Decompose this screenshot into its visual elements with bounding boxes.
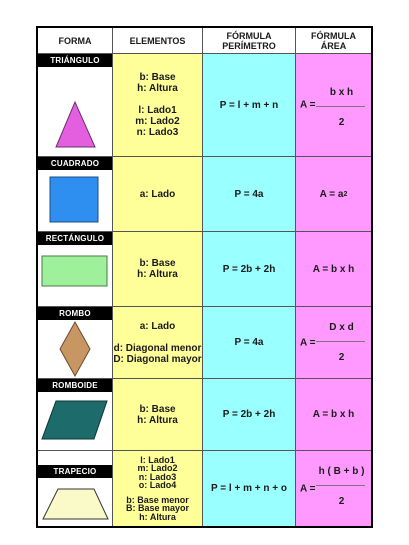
perimeter-rectangulo: P = 2b + 2h	[203, 232, 296, 307]
square-shape	[50, 177, 98, 222]
element-line: m: Lado2	[135, 116, 180, 127]
shape-name-rombo: ROMBO	[38, 307, 112, 320]
area-triangulo	[296, 54, 371, 157]
formulas-table	[36, 26, 373, 528]
header-area	[296, 28, 371, 54]
header-area-line1: FÓRMULA	[311, 30, 356, 41]
element-line: D: Diagonal mayor	[113, 353, 202, 365]
area-prefix: A =	[300, 99, 316, 111]
elements-triangulo	[113, 54, 203, 157]
shape-name-triangulo: TRIÁNGULO	[38, 54, 112, 67]
area-rectangulo: A = b x h	[296, 232, 371, 307]
element-line: b: Base	[139, 72, 176, 83]
fraction-line	[316, 485, 365, 486]
shape-name-rectangulo: RECTÁNGULO	[38, 232, 112, 245]
area-numerator: D x d	[329, 322, 354, 333]
header-elementos: ELEMENTOS	[113, 28, 203, 54]
area-exponent: 2	[343, 190, 348, 198]
element-line: b: Base	[139, 403, 176, 415]
perimeter-cuadrado: P = 4a	[203, 157, 296, 232]
forma-cell-trapecio	[38, 451, 113, 526]
rectangle-shape	[42, 256, 107, 286]
rhombus-shape	[60, 322, 90, 376]
header-perimetro	[203, 28, 296, 54]
shape-name-trapecio: TRAPECIO	[38, 465, 112, 478]
area-trapecio	[296, 451, 371, 526]
area-denominator: 2	[338, 352, 345, 363]
elements-romboide	[113, 379, 203, 451]
triangle-shape	[56, 102, 95, 147]
area-romboide: A = b x h	[296, 379, 371, 451]
shape-name-romboide: ROMBOIDE	[38, 379, 112, 392]
elements-cuadrado	[113, 157, 203, 232]
element-line: o: Lado4	[138, 480, 177, 491]
area-numerator: h ( B + b )	[318, 466, 365, 477]
rhomboid-shape	[42, 401, 107, 439]
elements-rectangulo	[113, 232, 203, 307]
forma-cell-triangulo	[38, 54, 113, 157]
element-line: n: Lado3	[138, 471, 177, 482]
area-cuadrado	[296, 157, 371, 232]
elements-trapecio	[113, 451, 203, 526]
fraction-line	[316, 341, 365, 342]
area-prefix: A =	[300, 483, 316, 494]
element-line: l: Lado1	[140, 455, 175, 466]
perimeter-romboide: P = 2b + 2h	[203, 379, 296, 451]
shape-name-cuadrado: CUADRADO	[38, 157, 112, 170]
fraction-line	[316, 106, 365, 107]
element-line: B: Base mayor	[125, 503, 190, 514]
element-line: h: Altura	[137, 269, 178, 280]
element-line: l: Lado1	[138, 105, 177, 116]
area-denominator: 2	[338, 496, 345, 507]
element-line: d: Diagonal menor	[113, 342, 202, 354]
element-line: h: Altura	[139, 511, 176, 522]
header-forma: FORMA	[38, 28, 113, 54]
header-perimetro-line2: PERÍMETRO	[222, 40, 276, 51]
elements-rombo	[113, 307, 203, 379]
trapezoid-shape	[43, 489, 108, 519]
area-prefix: A =	[300, 337, 316, 348]
forma-cell-romboide	[38, 379, 113, 451]
area-formula: A = a	[319, 188, 344, 200]
area-rombo	[296, 307, 371, 379]
perimeter-trapecio: P = l + m + n + o	[203, 451, 296, 526]
area-numerator: b x h	[329, 87, 354, 98]
element-line: h: Altura	[137, 83, 178, 94]
forma-cell-cuadrado	[38, 157, 113, 232]
forma-cell-rectangulo	[38, 232, 113, 307]
forma-cell-rombo	[38, 307, 113, 379]
perimeter-triangulo: P = l + m + n	[203, 54, 296, 157]
element-line: a: Lado	[139, 188, 176, 200]
area-denominator: 2	[338, 117, 345, 128]
element-line: b: Base menor	[126, 494, 189, 505]
perimeter-rombo: P = 4a	[203, 307, 296, 379]
element-line: b: Base	[139, 258, 176, 269]
element-line: n: Lado3	[136, 127, 179, 138]
header-perimetro-line1: FÓRMULA	[226, 30, 272, 41]
element-line: a: Lado	[139, 320, 176, 332]
header-area-line2: ÁREA	[320, 40, 347, 51]
element-line: h: Altura	[137, 414, 178, 426]
element-line: m: Lado2	[137, 463, 178, 474]
